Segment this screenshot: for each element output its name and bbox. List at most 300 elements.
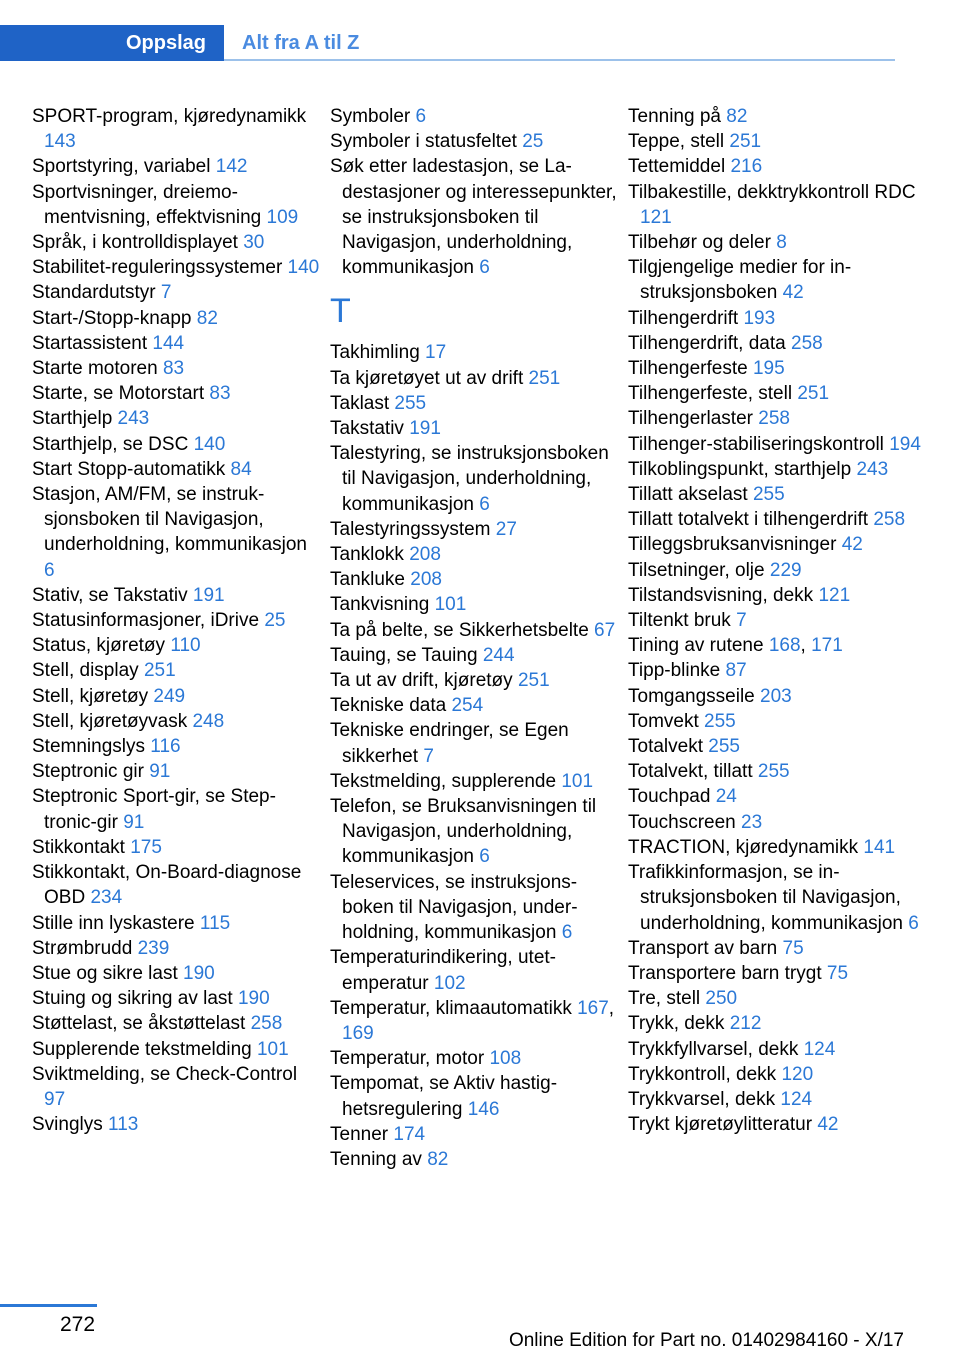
entry-term: Svinglys [32, 1114, 109, 1136]
index-entry [330, 391, 620, 416]
page-link[interactable]: 83 [162, 358, 185, 380]
entry-term: Stabilitet-reguleringssystemer [32, 257, 288, 279]
entry-term: Stikkontakt [32, 836, 131, 858]
index-entry [628, 608, 928, 633]
page-link[interactable]: 82 [427, 1148, 449, 1170]
entry-term: Tanklokk [330, 544, 410, 566]
index-entry [330, 1122, 620, 1147]
index-entry [32, 104, 322, 154]
page-link[interactable]: 42 [841, 534, 863, 556]
entry-term: Tilhenger-stabiliseringskontroll [628, 433, 890, 455]
page-link[interactable]: 251 [797, 383, 830, 405]
index-entry [628, 684, 928, 709]
index-entry [32, 684, 322, 709]
entry-term: Temperatur, motor [330, 1048, 490, 1070]
page-link[interactable]: 249 [153, 685, 186, 707]
index-entry [628, 658, 928, 683]
page-link[interactable]: 91 [149, 761, 171, 783]
index-column-2 [330, 104, 620, 1172]
page-link[interactable]: 30 [243, 232, 265, 254]
page-link[interactable]: 251 [517, 670, 550, 692]
index-entry [330, 945, 620, 995]
page-link[interactable]: 255 [757, 761, 790, 783]
entry-term: Tilstandsvisning, dekk [628, 584, 819, 606]
entry-term: Tilhengerdrift, data [628, 332, 791, 354]
index-entry [628, 1037, 928, 1062]
page-link[interactable]: 258 [873, 509, 906, 531]
entry-term: Standardutstyr [32, 282, 161, 304]
index-entry [32, 1011, 322, 1036]
index-entry [330, 340, 620, 365]
page-link[interactable]: 6 [415, 106, 427, 127]
index-column-3 [628, 104, 928, 1137]
index-entry [628, 784, 928, 809]
page-link[interactable]: 140 [193, 433, 226, 455]
entry-term: Telefon, se Bruksanvisningen til Navigasjon, underholdning, kommunikasjon [330, 796, 597, 868]
index-entry [628, 986, 928, 1011]
entry-term: Starthjelp, se DSC [32, 433, 194, 455]
page-link[interactable]: 82 [726, 106, 748, 127]
entry-term: Tre, stell [628, 988, 706, 1010]
page-link[interactable]: 258 [250, 1013, 283, 1035]
entry-term: Ta på belte, se Sikkerhetsbelte [330, 619, 595, 641]
page-link[interactable]: 97 [44, 1088, 66, 1110]
index-entry [330, 517, 620, 542]
page-link[interactable]: 7 [160, 282, 172, 304]
page-link[interactable]: 109 [266, 206, 299, 228]
page-link[interactable]: 190 [237, 988, 270, 1010]
entry-term: Tauing, se Tauing [330, 644, 483, 666]
index-entry [628, 381, 928, 406]
index-entry [32, 1062, 322, 1112]
entry-term: Ta ut av drift, kjøretøy [330, 670, 518, 692]
index-entry [330, 668, 620, 693]
index-entry [628, 154, 928, 179]
entry-term: Trykk, dekk [628, 1013, 730, 1035]
tab-oppslag[interactable]: Oppslag [0, 25, 224, 61]
entry-term: Tiltenkt bruk [628, 610, 737, 632]
entry-term: Tilhengerdrift [628, 307, 744, 329]
entry-term: Trykt kjøretøylitteratur [628, 1114, 818, 1136]
index-entry: Temperatur, klimaautomatikk 167, 169 [330, 997, 615, 1044]
page-link[interactable]: 75 [782, 937, 804, 959]
entry-term: Støttelast, se åkstøttelast [32, 1013, 251, 1035]
entry-term: Starte, se Motorstart [32, 383, 210, 405]
index-entry [32, 734, 322, 759]
index-entry [628, 432, 928, 457]
page-link[interactable]: 67 [594, 619, 616, 641]
entry-term: Tenner [330, 1123, 394, 1145]
index-entry [32, 911, 322, 936]
index-entry [32, 154, 322, 179]
entry-term: Transportere barn trygt [628, 962, 827, 984]
page-link[interactable]: 42 [782, 282, 804, 304]
index-entry [330, 104, 620, 129]
entry-term: Takhimling [330, 342, 426, 364]
page-link[interactable]: 17 [425, 342, 447, 364]
entry-term: Tilleggsbruksanvisninger [628, 534, 842, 556]
page-link[interactable]: 8 [776, 232, 787, 254]
index-entry [330, 794, 620, 870]
index-entry [32, 936, 322, 961]
index-entry [330, 567, 620, 592]
index-entry [32, 356, 322, 381]
index-entry [330, 154, 620, 280]
page-link[interactable]: 193 [743, 307, 776, 329]
page-link[interactable]: 203 [760, 685, 792, 707]
entry-term: Stemningslys [32, 736, 151, 758]
page-link[interactable]: 101 [256, 1038, 289, 1060]
entry-term: Totalvekt [628, 736, 709, 758]
index-entry [32, 457, 322, 482]
page-link[interactable]: 168 [768, 635, 801, 657]
index-entry [32, 255, 322, 280]
page-link[interactable]: 25 [264, 610, 286, 632]
index-entry [628, 482, 928, 507]
index-entry [32, 230, 322, 255]
index-entry [628, 406, 928, 431]
entry-term: Teleservices, se instruksjonsboken til Navigasjon, underholdning, kommunikasjon [330, 871, 578, 944]
entry-term: Startassistent [32, 332, 153, 354]
page-link[interactable]: 191 [192, 584, 225, 606]
entry-term: Tillatt akselast [628, 484, 753, 506]
page-link[interactable]: 144 [152, 332, 185, 354]
page-link[interactable]: 208 [409, 544, 441, 566]
tab-alt-fra-a-til-z[interactable]: Alt fra A til Z [224, 25, 895, 61]
header-bar [0, 25, 895, 61]
entry-term: Tenning av [330, 1148, 428, 1170]
entry-term: Stell, display [32, 660, 144, 682]
entry-term: Stativ, se Takstativ [32, 584, 193, 606]
index-entry [32, 860, 322, 910]
page-link[interactable]: 195 [752, 358, 785, 380]
page-link[interactable]: 251 [528, 367, 561, 389]
page-link[interactable]: 255 [704, 710, 736, 732]
page-link[interactable]: 239 [137, 937, 170, 959]
entry-term: Tilsetninger, olje [628, 559, 770, 581]
entry-term: Tekniske data [330, 695, 452, 717]
index-entry [32, 180, 322, 230]
entry-term: Sportvisninger, dreiemomentvisning, effektvisning [32, 181, 267, 228]
entry-term: Strømbrudd [32, 937, 138, 959]
page-link[interactable]: 7 [736, 610, 747, 632]
section-letter: T [330, 292, 351, 331]
page-link[interactable]: 23 [741, 811, 763, 833]
entry-term: Transport av barn [628, 937, 783, 959]
index-entry [330, 592, 620, 617]
index-entry [628, 936, 928, 961]
index-entry [32, 759, 322, 784]
index-entry [32, 608, 322, 633]
index-entry [330, 693, 620, 718]
entry-term: Start Stopp-automatikk [32, 458, 231, 480]
index-entry [628, 1062, 928, 1087]
page-link[interactable]: 258 [791, 332, 823, 354]
entry-term: Symboler i statusfeltet [330, 131, 523, 153]
entry-term: Stuing og sikring av last [32, 988, 238, 1010]
page-link[interactable]: 208 [410, 569, 442, 591]
entry-term: Sviktmelding, se Check-Control [32, 1063, 298, 1085]
page-link[interactable]: 255 [394, 392, 427, 414]
index-entry [628, 507, 928, 532]
entry-term: Tenning på [628, 106, 727, 127]
index-entry [330, 416, 620, 441]
page-link[interactable]: 110 [170, 635, 201, 657]
index-entry [628, 835, 928, 860]
page-link[interactable]: 115 [199, 912, 231, 934]
index-entry [32, 784, 322, 834]
entry-term: Statusinformasjoner, iDrive [32, 610, 265, 632]
entry-term: Touchscreen [628, 811, 742, 833]
page-link[interactable]: 250 [705, 988, 738, 1010]
index-column-1 [32, 104, 322, 1137]
entry-term: Totalvekt, tillatt [628, 761, 758, 783]
page-link[interactable]: 101 [561, 770, 594, 792]
entry-term: Takstativ [330, 418, 410, 440]
page-link[interactable]: 27 [495, 518, 517, 540]
page-link[interactable]: 24 [715, 786, 737, 808]
page-link[interactable]: 82 [196, 307, 218, 329]
page-link[interactable]: 254 [451, 695, 484, 717]
page-link[interactable]: 124 [780, 1088, 813, 1110]
index-entry [330, 1046, 620, 1071]
entry-term: Trykkvarsel, dekk [628, 1088, 781, 1110]
page-link[interactable]: 258 [758, 408, 790, 430]
entry-term: Status, kjøretøy [32, 635, 171, 657]
index-entry [32, 280, 322, 305]
page-link[interactable]: 6 [479, 846, 490, 868]
entry-term: Tomvekt [628, 710, 705, 732]
page-link[interactable]: 101 [434, 594, 467, 616]
entry-term: Tilhengerfeste [628, 358, 753, 380]
entry-term: Stikkontakt, On-Board-diagnose OBD [32, 862, 302, 909]
index-entry [32, 381, 322, 406]
entry-term: Trykkontroll, dekk [628, 1063, 782, 1085]
index-entry [628, 583, 928, 608]
page-link[interactable]: 174 [393, 1123, 426, 1145]
entry-term: Supplerende tekstmelding [32, 1038, 257, 1060]
page-link[interactable]: 102 [433, 972, 466, 994]
entry-term: Starte motoren [32, 358, 163, 380]
entry-term: Tillatt totalvekt i tilhengerdrift [628, 509, 874, 531]
index-entry [628, 180, 928, 230]
entry-term: Tipp-blinke [628, 660, 726, 682]
index-entry [330, 441, 620, 517]
index-entry [32, 306, 322, 331]
page-link[interactable]: 141 [863, 836, 896, 858]
entry-term: Språk, i kontrolldisplayet [32, 232, 244, 254]
index-entry [32, 961, 322, 986]
page-link[interactable]: 243 [856, 458, 889, 480]
page-link[interactable]: 255 [752, 484, 785, 506]
index-entry [330, 718, 620, 768]
index-entry [32, 709, 322, 734]
entry-term: Tilbakestille, dekktrykkontroll RDC [628, 181, 916, 203]
entry-term: Trykkfyllvarsel, dekk [628, 1038, 804, 1060]
page-link[interactable]: 121 [640, 206, 672, 228]
index-entry [628, 457, 928, 482]
entry-term: Stasjon, AM/FM, se instruksjonsboken til Navigasjon, underholdning, kommunikasjon [32, 484, 307, 556]
entry-term: Tomgangsseile [628, 685, 761, 707]
page-link[interactable]: 255 [708, 736, 740, 758]
index-entry [32, 482, 322, 583]
page-link[interactable]: 113 [108, 1114, 139, 1136]
page-link[interactable]: 120 [781, 1063, 814, 1085]
index-entry [628, 356, 928, 381]
page-link[interactable]: 175 [130, 836, 162, 858]
entry-term: Temperatur, klimaautomatikk [330, 997, 578, 1019]
index-entry [330, 769, 620, 794]
page-link[interactable]: 83 [209, 383, 231, 405]
index-entry [628, 759, 928, 784]
entry-term: Talestyring, se instruksjonsboken til Navigasjon, underholdning, kommunikasjon [330, 443, 609, 515]
index-entry [628, 734, 928, 759]
page-link[interactable]: 6 [908, 912, 919, 934]
page-link[interactable]: 194 [889, 433, 921, 455]
index-entry [32, 406, 322, 431]
index-entry [330, 129, 620, 154]
index-entry [330, 542, 620, 567]
entry-term: Starthjelp [32, 408, 118, 430]
entry-term: Start-/Stopp-knapp [32, 307, 197, 329]
index-entry [32, 835, 322, 860]
entry-term: Symboler [330, 106, 416, 127]
index-entry [330, 618, 620, 643]
entry-term: Stue og sikre last [32, 962, 184, 984]
page-number: 272 [60, 1313, 96, 1336]
entry-term: Stille inn lyskastere [32, 912, 200, 934]
index-entry [330, 366, 620, 391]
page-link[interactable]: 234 [90, 887, 123, 909]
page-number-bar [0, 1304, 97, 1307]
entry-term: Tining av rutene [628, 635, 769, 657]
entry-term: Tilhengerlaster [628, 408, 759, 430]
page-link[interactable]: 169 [342, 1022, 374, 1044]
index-entry [628, 961, 928, 986]
index-entry [330, 870, 620, 946]
index-entry [32, 658, 322, 683]
entry-term: Søk etter ladestasjon, se Ladestasjoner og interessepunkter, se instruksjonsboken til Navigasjon, underholdning, kommunikasjon [330, 156, 617, 279]
page-link[interactable]: 116 [150, 736, 181, 758]
entry-term: Tilbehør og deler [628, 232, 777, 254]
index-entry [628, 129, 928, 154]
entry-term: Steptronic gir [32, 761, 150, 783]
page-link[interactable]: 87 [725, 660, 747, 682]
page-link[interactable]: 146 [467, 1098, 500, 1120]
page-link[interactable]: 190 [183, 962, 215, 984]
index-entry [32, 633, 322, 658]
entry-term: Temperaturindikering, utetemperatur [330, 947, 556, 994]
entry-term: Tettemiddel [628, 156, 731, 178]
page-link[interactable]: 108 [489, 1048, 522, 1070]
page-link[interactable]: 140 [287, 257, 320, 279]
entry-term: Taklast [330, 392, 395, 414]
index-entry [32, 583, 322, 608]
index-entry [628, 1011, 928, 1036]
page-link[interactable]: 229 [769, 559, 802, 581]
entry-term: Talestyringssystem [330, 518, 496, 540]
page-link[interactable]: 251 [143, 660, 176, 682]
index-entry [330, 643, 620, 668]
index-entry [32, 432, 322, 457]
entry-term: Tilhengerfeste, stell [628, 383, 798, 405]
page-link[interactable]: 84 [230, 458, 252, 480]
entry-term: Steptronic Sport-gir, se Steptronic-gir [32, 786, 276, 833]
index-entry [628, 558, 928, 583]
page-link[interactable]: 216 [730, 156, 763, 178]
page-link[interactable]: 244 [482, 644, 515, 666]
index-entry [32, 1112, 322, 1137]
index-entry [628, 104, 928, 129]
index-entry [32, 331, 322, 356]
index-entry [628, 810, 928, 835]
entry-term: TRACTION, kjøredynamikk [628, 836, 864, 858]
index-entry [330, 1147, 620, 1172]
index-entry [32, 1037, 322, 1062]
entry-term: Tankvisning [330, 594, 435, 616]
page-link[interactable]: 25 [522, 131, 544, 153]
entry-term: Tilkoblingspunkt, starthjelp [628, 458, 857, 480]
index-entry [628, 331, 928, 356]
page-link[interactable]: 124 [803, 1038, 836, 1060]
entry-term: Touchpad [628, 786, 716, 808]
page-link[interactable]: 6 [561, 922, 573, 944]
index-entry [32, 986, 322, 1011]
page-link[interactable]: 7 [423, 745, 434, 767]
entry-term: Ta kjøretøyet ut av drift [330, 367, 529, 389]
entry-term: Tekniske endringer, se Egen sikkerhet [330, 720, 569, 767]
entry-term: Stell, kjøretøyvask [32, 710, 193, 732]
page-link[interactable]: 6 [44, 559, 55, 581]
entry-term: Trafikkinformasjon, se instruksjonsboken til Navigasjon, underholdning, kommunikasjon [628, 862, 909, 934]
page-link[interactable]: 167 [577, 997, 609, 1019]
entry-term: Tekstmelding, supplerende [330, 770, 562, 792]
index-entry [628, 532, 928, 557]
page-link[interactable]: 42 [817, 1114, 839, 1136]
index-entry [330, 1071, 620, 1121]
entry-term: Sportstyring, variabel [32, 156, 216, 178]
entry-term: Tilgjengelige medier for instruksjonsboken [628, 257, 852, 304]
index-entry [628, 860, 928, 936]
index-entry [628, 255, 928, 305]
entry-term: Tempomat, se Aktiv hastighetsregulering [330, 1073, 558, 1120]
index-entry [628, 709, 928, 734]
page-link[interactable]: 75 [826, 962, 849, 984]
page-link[interactable]: 248 [192, 710, 225, 732]
page-link[interactable]: 212 [729, 1013, 762, 1035]
page-link[interactable]: 6 [479, 493, 490, 515]
page-link[interactable]: 243 [117, 408, 150, 430]
page-link[interactable]: 6 [479, 257, 490, 279]
page-link[interactable]: 191 [409, 418, 441, 440]
entry-term: Tankluke [330, 569, 411, 591]
page-link[interactable]: 91 [123, 811, 145, 833]
entry-term: Stell, kjøretøy [32, 685, 154, 707]
page-link[interactable]: 143 [44, 131, 76, 153]
entry-term: SPORT-program, kjøredynamikk [32, 106, 307, 127]
page-link[interactable]: 142 [215, 156, 248, 178]
page-link[interactable]: 171 [811, 635, 843, 657]
index-entry [628, 1087, 928, 1112]
page-link[interactable]: 121 [818, 584, 851, 606]
index-entry [628, 230, 928, 255]
index-entry: Tining av rutene 168, 171 [628, 635, 843, 657]
entry-term: Teppe, stell [628, 131, 730, 153]
footer-edition: Online Edition for Part no. 01402984160 - X/17 [508, 1330, 904, 1351]
index-entry [628, 306, 928, 331]
index-entry [628, 1112, 928, 1137]
page-link[interactable]: 251 [729, 131, 762, 153]
